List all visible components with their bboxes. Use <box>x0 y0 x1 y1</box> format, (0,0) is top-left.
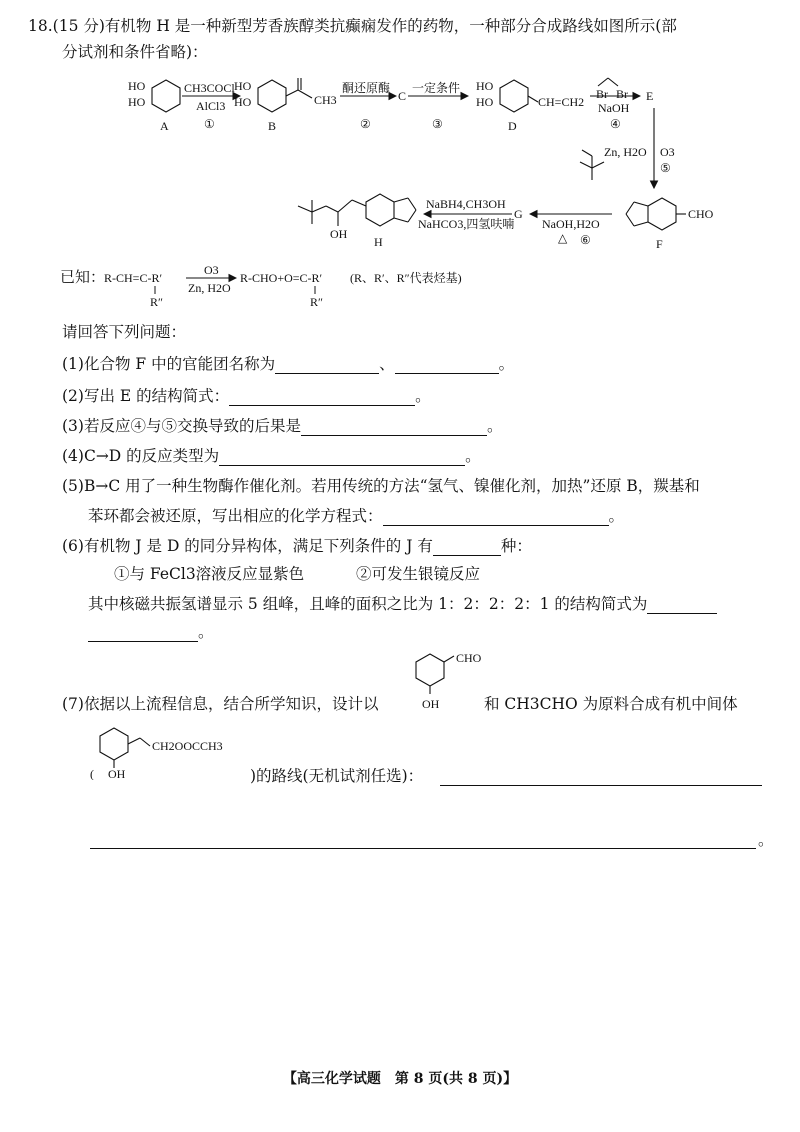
q2-end: 。 <box>415 387 431 405</box>
D-vinyl: CH=CH2 <box>538 95 585 109</box>
step-6: ⑥ <box>580 233 591 247</box>
question-stem <box>28 16 677 36</box>
q3-end: 。 <box>486 417 503 435</box>
q2-text: (2)写出 E 的结构简式： <box>62 387 230 405</box>
q6-cond2: ②可发生银镜反应 <box>356 565 481 583</box>
q1-text: (1)化合物 F 中的官能团名称为 <box>62 355 276 373</box>
label-F: F <box>656 237 663 251</box>
q6-cond1: ①与 FeCl3溶液反应显紫色 <box>114 565 305 583</box>
q5-end: 。 <box>608 507 625 525</box>
question-stem-line2: 分试剂和条件省略)： <box>62 43 208 61</box>
salicylaldehyde-oh: OH <box>422 697 440 711</box>
reagent-6-bottom: NaOH,H2O <box>542 217 600 231</box>
q4-end: 。 <box>465 447 481 465</box>
label-G: G <box>514 207 523 221</box>
H-oh: OH <box>330 227 348 241</box>
known-r-double-prime: R″ <box>150 295 164 309</box>
known-products: R-CHO+O=C-R′ <box>240 271 323 285</box>
reagent-1-bottom: AlCl3 <box>196 99 226 113</box>
step-5: ⑤ <box>660 161 671 175</box>
q6-line2-text: 其中核磁共振氢谱显示 5 组峰，且峰的面积之比为 1：2：2：2：1 的结构简式为 <box>88 595 648 613</box>
step-4: ④ <box>610 117 621 131</box>
reagent-4-br-right: Br <box>616 87 628 101</box>
label-E: E <box>646 89 654 103</box>
q1-end: 。 <box>498 355 515 373</box>
q2-blank[interactable] <box>229 389 415 406</box>
q5-blank[interactable] <box>383 509 609 526</box>
q7-end: 。 <box>758 831 774 849</box>
step-1: ① <box>204 117 215 131</box>
known-label: 已知： <box>60 270 106 286</box>
q7-line2: )的路线(无机试剂任选)： <box>250 767 424 785</box>
q5-text: 苯环都会被还原，写出相应的化学方程式： <box>88 507 383 525</box>
question-number: 18. <box>28 17 53 35</box>
q5-line1: (5)B→C 用了一种生物酶作催化剂。若用传统的方法“氢气、镍催化剂，加热”还原 B，羰基和 <box>62 477 700 495</box>
label-H: H <box>374 235 383 249</box>
q5-line2 <box>88 506 624 526</box>
q6-line2 <box>88 594 717 614</box>
target-open-paren: ( <box>90 767 94 780</box>
q6-text: (6)有机物 J 是 D 的同分异构体，满足下列条件的 J 有 <box>62 537 433 555</box>
q1-blank-1[interactable] <box>275 357 379 374</box>
target-structure <box>80 724 270 780</box>
B-ho-top: HO <box>234 79 252 93</box>
ring-B <box>258 80 286 112</box>
q6-text-tail: 种： <box>500 537 532 555</box>
B-ho-bottom: HO <box>234 95 252 109</box>
known-reagent-top: O3 <box>204 263 219 277</box>
q6-line3 <box>88 622 214 642</box>
ring-D <box>500 80 528 112</box>
q7-answer-line-1[interactable] <box>440 785 762 786</box>
q1-blank-2[interactable] <box>395 357 499 374</box>
q6-end: 。 <box>198 623 214 641</box>
F-cho: CHO <box>688 207 714 221</box>
q2 <box>62 386 431 406</box>
question-points: (15 分) <box>52 17 105 35</box>
known-reaction <box>60 262 520 310</box>
q3 <box>62 416 502 436</box>
q6-line1 <box>62 536 532 556</box>
reagent-5-o3: O3 <box>660 145 675 159</box>
q3-text: (3)若反应④与⑤交换导致的后果是 <box>62 417 301 435</box>
q7-line1b: 和 CH3CHO 为原料合成有机中间体 <box>484 695 738 713</box>
q4-text: (4)C→D 的反应类型为 <box>62 447 220 465</box>
q7-line1a: (7)依据以上流程信息，结合所学知识，设计以 <box>62 695 379 713</box>
question-stem-line1: 有机物 H 是一种新型芳香族醇类抗癫痫发作的药物，一种部分合成路线如图所示(部 <box>104 17 677 35</box>
label-D: D <box>508 119 517 133</box>
q6-blank-3[interactable] <box>88 625 198 642</box>
step-3: ③ <box>432 117 443 131</box>
reagent-1-top: CH3COCl <box>184 81 235 95</box>
step-2: ② <box>360 117 371 131</box>
q1 <box>62 354 514 374</box>
B-ch3: CH3 <box>314 93 337 107</box>
reagent-2-top: 酮还原酶 <box>342 81 391 95</box>
reagent-5-side: Zn, H2O <box>604 145 647 159</box>
label-C: C <box>398 89 407 103</box>
D-ho-bottom: HO <box>476 95 494 109</box>
known-note: (R、R′、R″代表烃基) <box>350 271 462 285</box>
reagent-4-br-left: Br <box>596 87 608 101</box>
salicylaldehyde-cho: CHO <box>456 651 482 665</box>
label-B: B <box>268 119 277 133</box>
q3-blank[interactable] <box>301 419 487 436</box>
A-ho-bottom: HO <box>128 95 146 109</box>
q4-blank[interactable] <box>219 449 465 466</box>
ring-F <box>648 198 676 230</box>
target-ester: CH2OOCCH3 <box>152 739 223 753</box>
reagent-4-bottom: NaOH <box>598 101 630 115</box>
known-reagent-bottom: Zn, H2O <box>188 281 231 295</box>
q6-blank-2[interactable] <box>647 597 717 614</box>
prompt: 请回答下列问题： <box>62 323 187 341</box>
reagent-3-top: 一定条件 <box>412 81 461 95</box>
reagent-7-top: NaBH4,CH3OH <box>426 197 506 211</box>
q4 <box>62 446 481 466</box>
known-product-r-double-prime: R″ <box>310 295 324 309</box>
reagent-7-bottom: NaHCO3,四氢呋喃 <box>418 217 515 231</box>
ring-A <box>152 80 180 112</box>
label-A: A <box>160 119 169 133</box>
q6-blank[interactable] <box>433 539 501 556</box>
q7-answer-line-2[interactable] <box>90 848 756 849</box>
target-oh: OH <box>108 767 126 780</box>
page-footer: 【高三化学试题 第 8 页(共 8 页)】 <box>282 1071 518 1087</box>
known-reactant: R-CH=C-R′ <box>104 271 163 285</box>
A-ho-top: HO <box>128 79 146 93</box>
D-ho-top: HO <box>476 79 494 93</box>
reagent-6-delta: △ <box>558 231 568 245</box>
ring-H <box>366 194 394 226</box>
synthesis-scheme <box>0 66 800 266</box>
q1-sep: 、 <box>379 355 395 373</box>
